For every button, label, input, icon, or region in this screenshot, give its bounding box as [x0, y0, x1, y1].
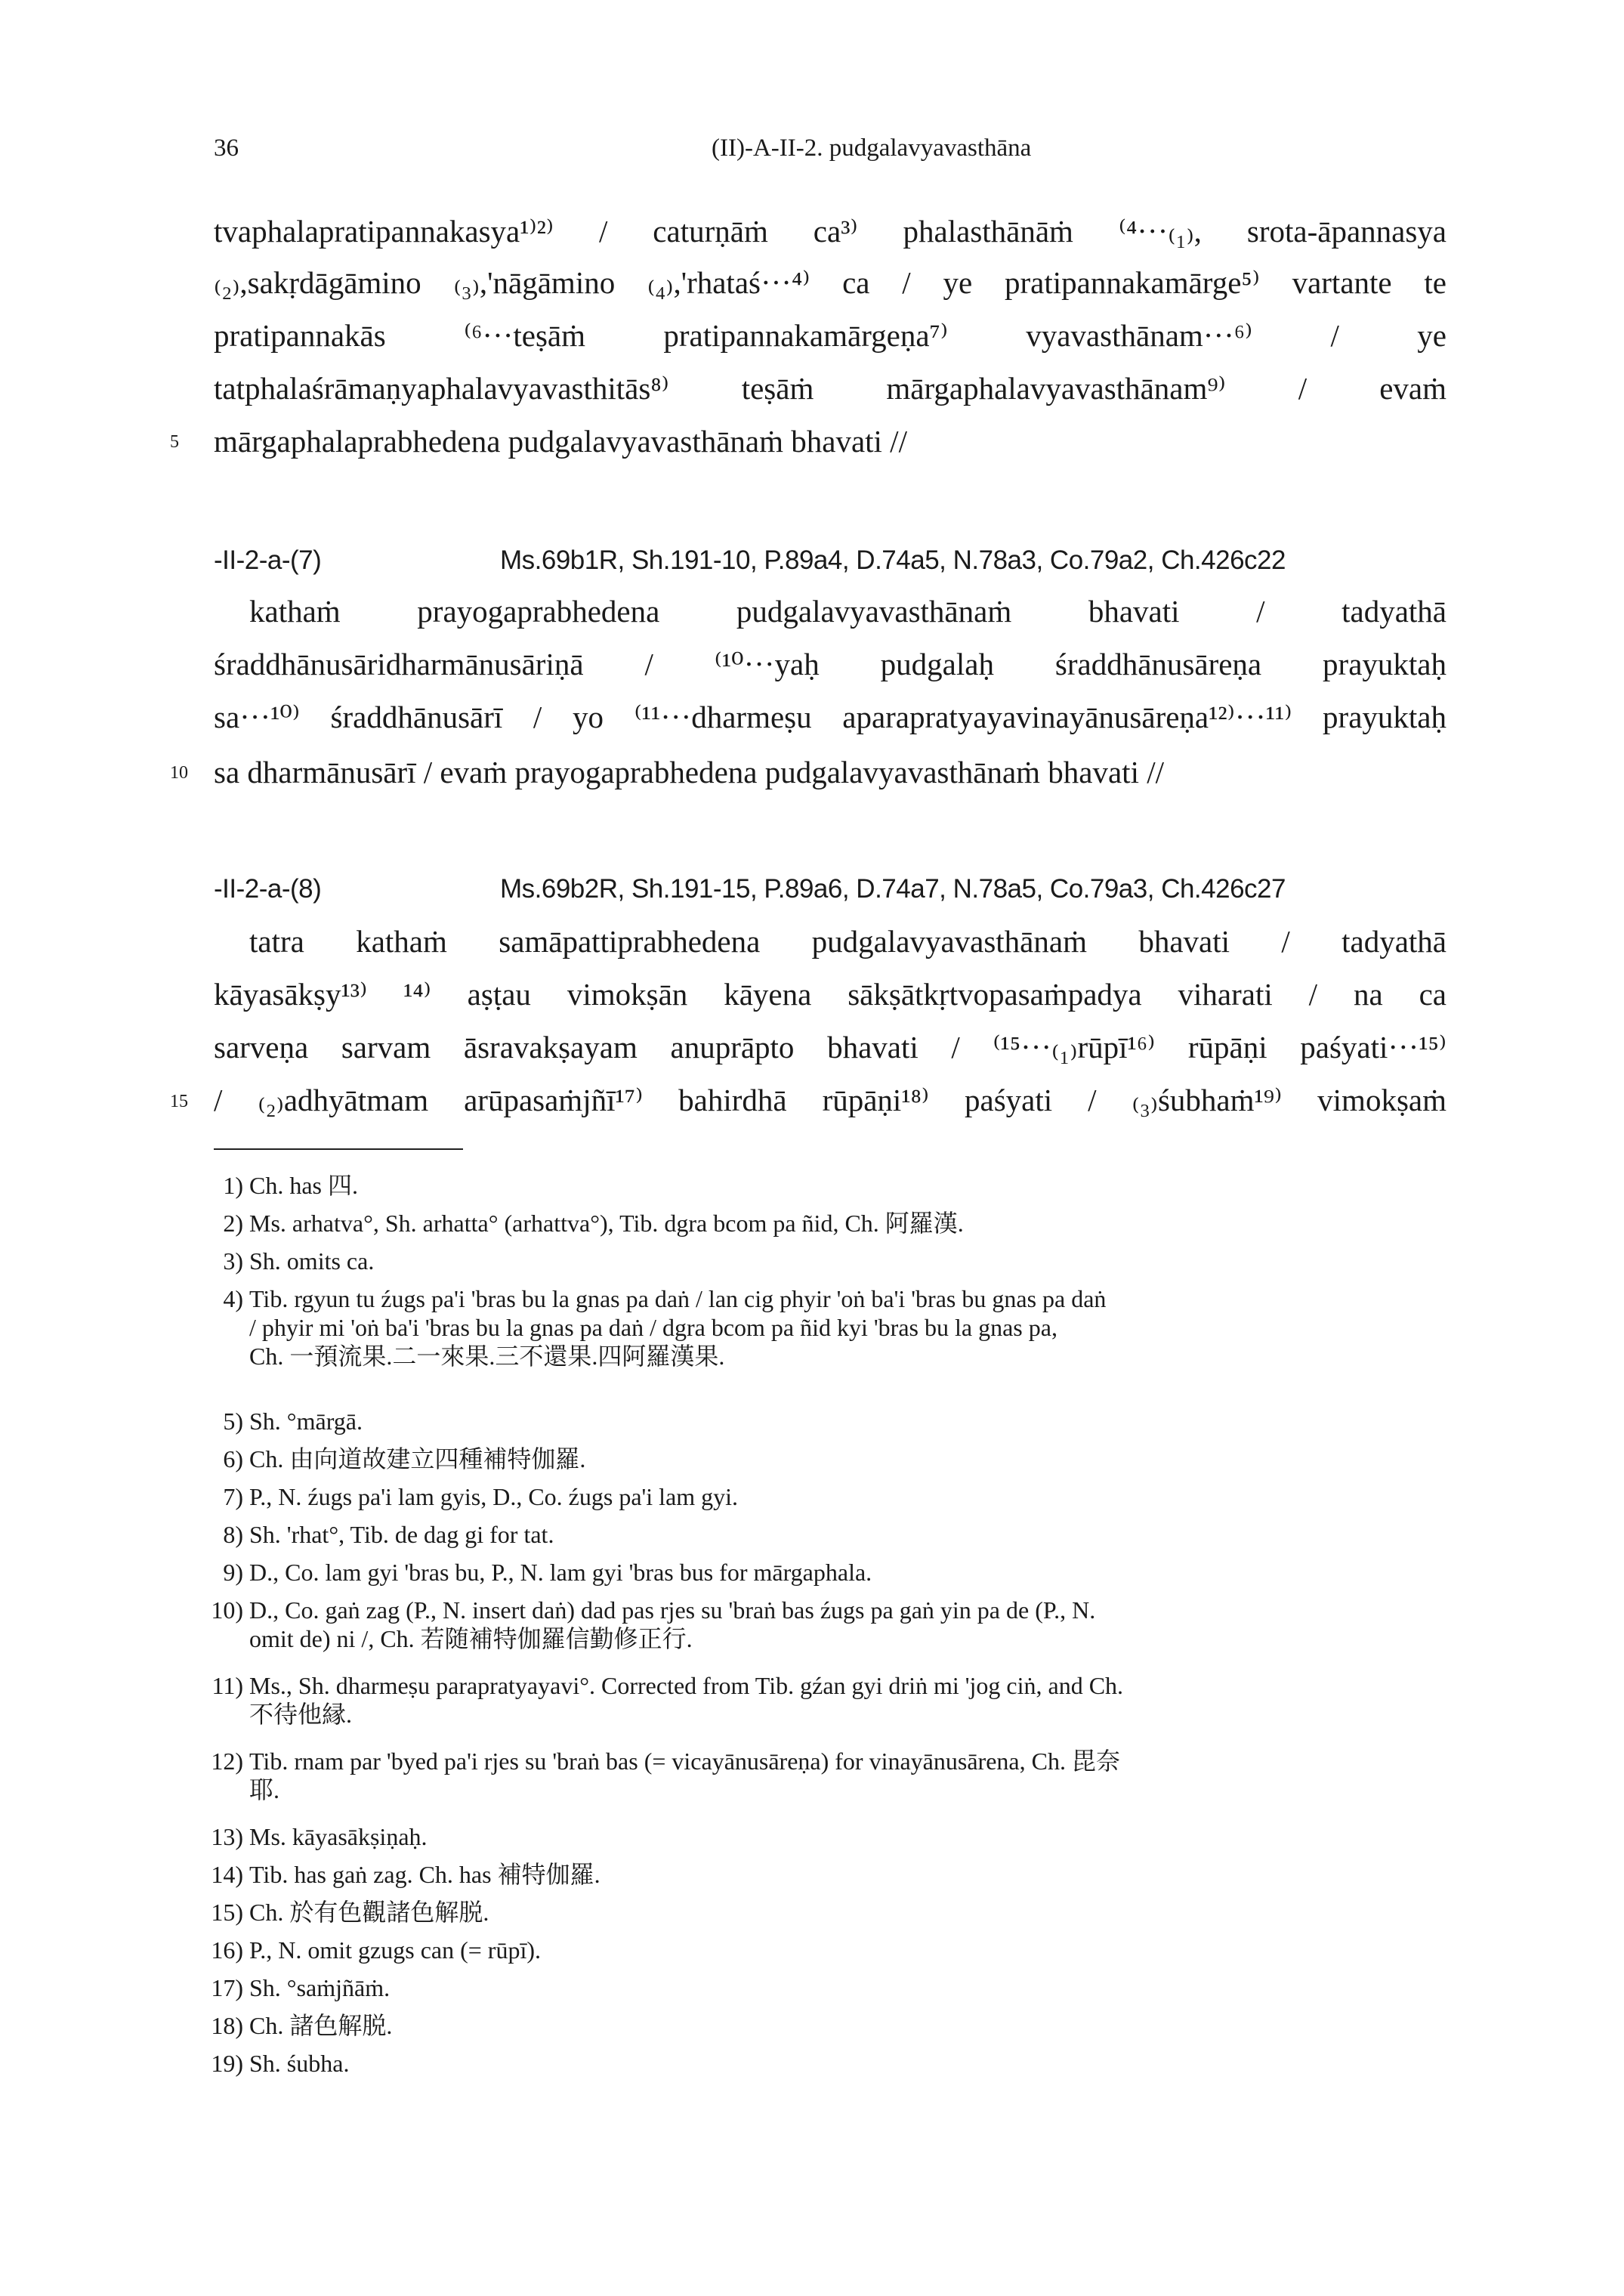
section-8-refs: Ms.69b2R, Sh.191-15, P.89a6, D.74a7, N.78a5, Co.79a3, Ch.426c27	[500, 874, 1286, 904]
footnote-1: 1) Ch. has 四.	[223, 1172, 359, 1199]
footnote-19: 19) Sh. śubha.	[211, 2050, 350, 2077]
footnote-rule	[214, 1148, 463, 1150]
section-8-label: -II-2-a-(8)	[214, 874, 322, 904]
section-8-line-4: / ₍₂₎adhyātmam arūpasaṁjñī¹⁷⁾ bahirdhā rūpāṇi¹⁸⁾ paśyati / ₍₃₎śubhaṁ¹⁹⁾ vimokṣaṁ	[214, 1083, 1446, 1117]
footnote-10: 10) D., Co. gaṅ zag (P., N. insert daṅ) dad pas rjes su 'braṅ bas źugs pa gaṅ yin pa de (P., N. omit de) ni /, Ch. 若随補特伽羅信勤修正行.	[211, 1596, 1096, 1652]
footnote-6: 6) Ch. 由向道故建立四種補特伽羅.	[223, 1445, 586, 1472]
running-title: (II)-A-II-2. pudgalavyavasthāna	[712, 134, 1032, 162]
footnote-8: 8) Sh. 'rhat°, Tib. de dag gi for tat.	[223, 1521, 554, 1548]
footnote-13: 13) Ms. kāyasākṣiṇaḥ.	[211, 1823, 428, 1850]
body-line-3: pratipannakās ⁽⁶···teṣāṁ pratipannakamārgeṇa⁷⁾ vyavasthānam···⁶⁾ / ye	[214, 318, 1446, 353]
footnote-7: 7) P., N. źugs pa'i lam gyis, D., Co. źugs pa'i lam gyi.	[223, 1483, 739, 1510]
footnote-5: 5) Sh. °mārgā.	[223, 1408, 363, 1435]
footnote-4: 4) Tib. rgyun tu źugs pa'i 'bras bu la gnas pa daṅ / lan cig phyir 'oṅ ba'i 'bras bu gnas pa daṅ / phyir mi 'oṅ ba'i 'bras bu la gnas pa daṅ / dgra bcom pa ñid kyi 'bras bu la gnas pa, Ch. 一預流果.二一來果.三不還果.四阿羅漢果.	[223, 1285, 1107, 1370]
body-line-4: tatphalaśrāmaṇyaphalavyavasthitās⁸⁾ teṣāṁ mārgaphalavyavasthānam⁹⁾ / evaṁ	[214, 371, 1446, 406]
line-number-15: 15	[170, 1092, 188, 1111]
footnote-2: 2) Ms. arhatva°, Sh. arhatta° (arhattva°), Tib. dgra bcom pa ñid, Ch. 阿羅漢.	[223, 1210, 964, 1237]
section-7-line-4: sa dharmānusārī / evaṁ prayogaprabhedena pudgalavyavasthānaṁ bhavati //	[214, 755, 1164, 790]
footnote-12: 12) Tib. rnam par 'byed pa'i rjes su 'braṅ bas (= vicayānusāreṇa) for vinayānusārena, Ch. 毘奈 耶.	[211, 1747, 1120, 1803]
line-number-5: 5	[170, 432, 179, 452]
footnote-17: 17) Sh. °saṁjñāṁ.	[211, 1974, 391, 2001]
footnote-14: 14) Tib. has gaṅ zag. Ch. has 補特伽羅.	[211, 1861, 601, 1888]
section-7-refs: Ms.69b1R, Sh.191-10, P.89a4, D.74a5, N.78a3, Co.79a2, Ch.426c22	[500, 545, 1286, 575]
body-line-5: mārgaphalaprabhedena pudgalavyavasthānaṁ bhavati //	[214, 424, 907, 459]
page-number: 36	[214, 134, 239, 162]
footnote-18: 18) Ch. 諸色解脱.	[211, 2012, 393, 2039]
section-8-line-2: kāyasākṣy¹³⁾ ¹⁴⁾ aṣṭau vimokṣān kāyena sākṣātkṛtvopasaṁpadya viharati / na ca	[214, 977, 1446, 1012]
footnote-16: 16) P., N. omit gzugs can (= rūpī).	[211, 1936, 541, 1964]
section-8-line-3: sarveṇa sarvam āsravakṣayam anuprāpto bhavati / ⁽¹⁵···₍₁₎rūpī¹⁶⁾ rūpāṇi paśyati···¹⁵⁾	[214, 1030, 1446, 1065]
section-7-line-2: śraddhānusāridharmānusāriṇā / ⁽¹⁰···yaḥ pudgalaḥ śraddhānusāreṇa prayuktaḥ	[214, 647, 1446, 681]
section-7-line-1: kathaṁ prayogaprabhedena pudgalavyavasthānaṁ bhavati / tadyathā	[249, 594, 1446, 629]
section-8-line-1: tatra kathaṁ samāpattiprabhedena pudgalavyavasthānaṁ bhavati / tadyathā	[249, 924, 1446, 959]
footnote-9: 9) D., Co. lam gyi 'bras bu, P., N. lam gyi 'bras bus for mārgaphala.	[223, 1559, 872, 1586]
footnote-11: 11) Ms., Sh. dharmeṣu parapratyayavi°. Corrected from Tib. gźan gyi driṅ mi 'jog ciṅ, and Ch. 不待他縁.	[211, 1672, 1124, 1728]
body-line-1: tvaphalapratipannakasya¹⁾²⁾ / caturṇāṁ ca³⁾ phalasthānāṁ ⁽⁴···₍₁₎, srota-āpannasya	[214, 214, 1446, 249]
body-line-2: ₍₂₎,sakṛdāgāmino ₍₃₎,'nāgāmino ₍₄₎,'rhataś···⁴⁾ ca / ye pratipannakamārge⁵⁾ vartante te	[214, 265, 1446, 300]
section-7-label: -II-2-a-(7)	[214, 545, 322, 575]
footnote-3: 3) Sh. omits ca.	[223, 1247, 375, 1275]
line-number-10: 10	[170, 763, 188, 783]
section-7-line-3: sa···¹⁰⁾ śraddhānusārī / yo ⁽¹¹···dharmeṣu aparapratyayavinayānusāreṇa¹²⁾···¹¹⁾ prayuktaḥ	[214, 700, 1446, 734]
footnote-15: 15) Ch. 於有色觀諸色解脱.	[211, 1899, 489, 1926]
